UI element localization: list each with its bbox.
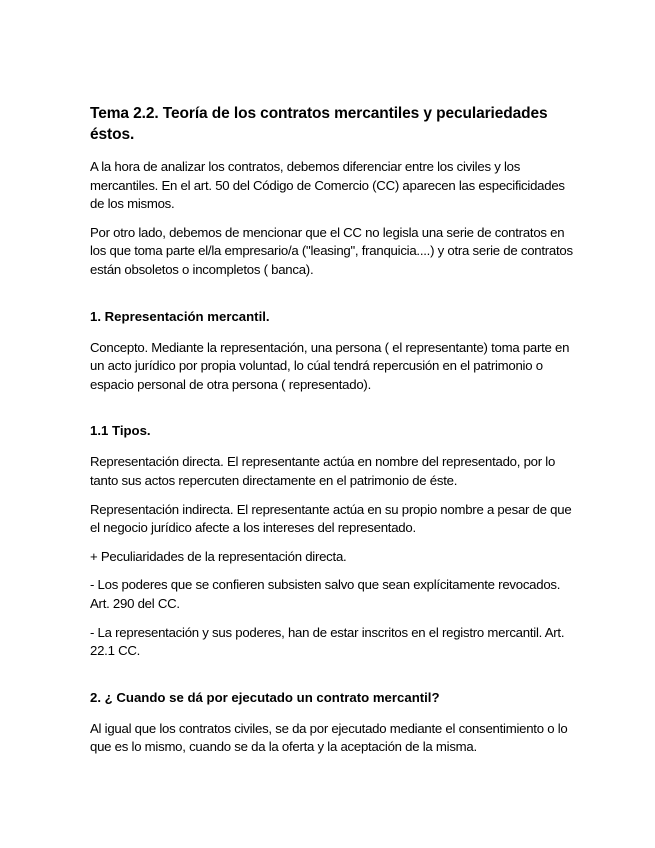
intro-paragraph-2: Por otro lado, debemos de mencionar que el CC no legisla una serie de contratos en los que toma parte el/la empresario/a ("leasing", franquicia....) y otra serie de contratos están obsoletos o incompletos ( banca). [90,224,573,277]
document-title: Tema 2.2. Teoría de los contratos mercantiles y peculariedades éstos. [90,105,548,143]
section-1-1-heading: 1.1 Tipos. [90,423,151,439]
section-1-1-paragraph-3: + Peculiaridades de la representación directa. [90,548,347,564]
intro-paragraph-1: A la hora de analizar los contratos, debemos diferenciar entre los civiles y los mercantiles. En el art. 50 del Código de Comercio (CC) aparecen las especificidades de los mismos. [90,159,565,212]
section-1-1-paragraph-5: - La representación y sus poderes, han de estar inscritos en el registro mercantil. Art. 22.1 CC. [90,624,565,659]
section-1-heading: 1. Representación mercantil. [90,308,270,324]
section-1-paragraph-1: Concepto. Mediante la representación, una persona ( el representante) toma parte en un acto jurídico por propia voluntad, lo cúal tendrá repercusión en el patrimonio o espacio personal de otra persona ( representado). [90,339,570,392]
section-1-1-paragraph-1: Representación directa. El representante actúa en nombre del representado, por lo tanto sus actos repercuten directamente en el patrimonio de éste. [90,454,556,488]
document-body [90,103,580,767]
section-1-1-paragraph-2: Representación indirecta. El representante actúa en su propio nombre a pesar de que el negocio jurídico afecte a los intereses del representado. [90,501,572,536]
section-1-1-paragraph-4: - Los poderes que se confieren subsisten salvo que sean explícitamente revocados. Art. 290 del CC. [90,577,561,611]
section-2-heading: 2. ¿ Cuando se dá por ejecutado un contrato mercantil? [90,689,440,705]
section-2-paragraph-1: Al igual que los contratos civiles, se da por ejecutado mediante el consentimiento o lo que es lo mismo, cuando se da la oferta y la aceptación de la misma. [90,720,568,755]
